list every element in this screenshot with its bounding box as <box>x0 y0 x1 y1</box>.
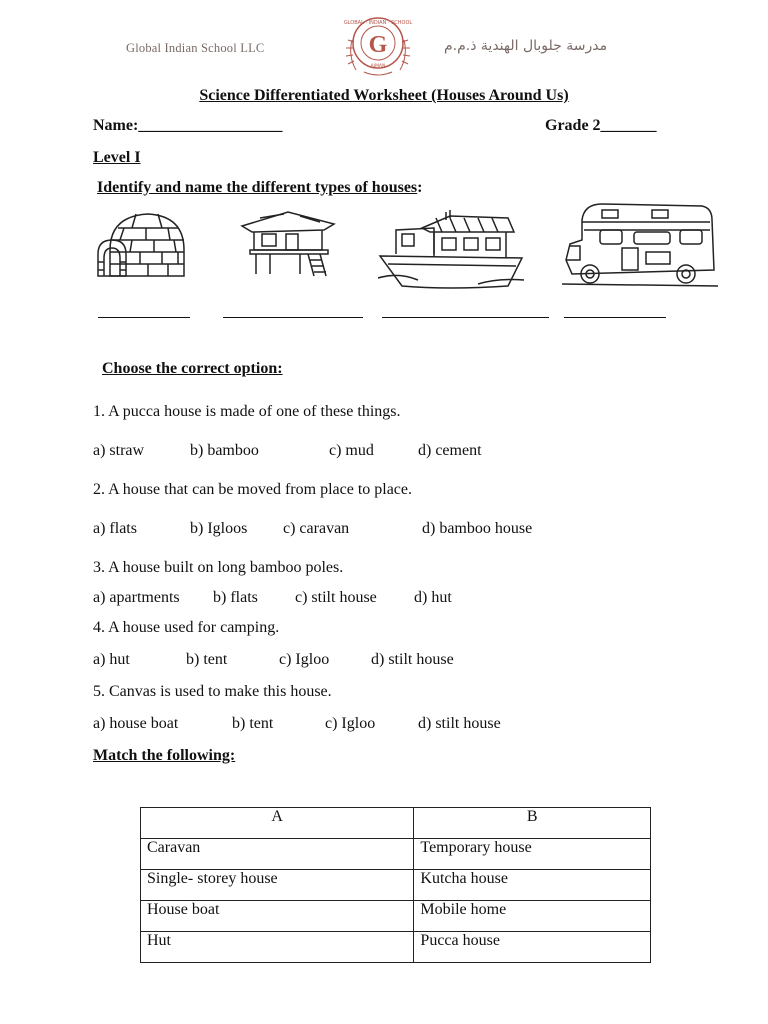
q3-option-c[interactable]: c) stilt house <box>295 589 377 606</box>
column-a-header: A <box>141 808 414 839</box>
column-b-cell: Mobile home <box>414 901 651 932</box>
q4-option-a[interactable]: a) hut <box>93 651 130 668</box>
level-heading: Level I <box>93 149 141 166</box>
q2-option-c[interactable]: c) caravan <box>283 520 350 537</box>
q3-option-d[interactable]: d) hut <box>414 589 452 606</box>
q2-option-d[interactable]: d) bamboo house <box>422 520 533 537</box>
question-2: 2. A house that can be moved from place to place. <box>93 481 413 498</box>
question-5: 5. Canvas is used to make this house. <box>93 683 332 700</box>
q5-option-b[interactable]: b) tent <box>232 715 274 732</box>
q1-option-c[interactable]: c) mud <box>329 442 374 459</box>
column-b-cell: Kutcha house <box>414 870 651 901</box>
match-heading: Match the following: <box>93 747 236 764</box>
answer-line-1[interactable] <box>98 317 190 318</box>
school-name-arabic: مدرسة جلوبال الهندية ذ.م.م <box>444 38 608 54</box>
q1-option-d[interactable]: d) cement <box>418 442 482 459</box>
column-a-cell: Hut <box>141 932 414 963</box>
name-label: Name: <box>93 117 139 134</box>
igloo-icon <box>96 210 188 278</box>
q3-option-a[interactable]: a) apartments <box>93 589 180 606</box>
q4-option-b[interactable]: b) tent <box>186 651 228 668</box>
caravan-icon <box>562 200 718 288</box>
answer-line-3[interactable] <box>382 317 549 318</box>
choose-heading: Choose the correct option: <box>102 360 283 377</box>
worksheet-title: Science Differentiated Worksheet (Houses Around Us) <box>199 87 569 104</box>
grade-label: Grade 2 <box>545 117 601 134</box>
identify-colon: : <box>417 179 423 196</box>
grade-blank: _______ <box>600 117 657 134</box>
question-4: 4. A house used for camping. <box>93 619 280 636</box>
grade-field <box>545 117 657 135</box>
table-row <box>141 932 651 963</box>
table-header-row <box>141 808 651 839</box>
table-row <box>141 870 651 901</box>
column-a-cell: Caravan <box>141 839 414 870</box>
q4-option-d[interactable]: d) stilt house <box>371 651 454 668</box>
logo-ring-top: GLOBAL · INDIAN · SCHOOL <box>343 20 413 26</box>
q5-option-d[interactable]: d) stilt house <box>418 715 501 732</box>
answer-line-4[interactable] <box>564 317 666 318</box>
q1-option-a[interactable]: a) straw <box>93 442 145 459</box>
column-b-header: B <box>414 808 651 839</box>
logo-ring-bottom: AJMAN <box>370 64 386 69</box>
answer-line-2[interactable] <box>223 317 363 318</box>
identify-heading-text: Identify and name the different types of houses <box>97 179 418 196</box>
name-blank: __________________ <box>138 117 283 134</box>
match-table <box>140 807 651 963</box>
stilt-house-icon <box>240 210 336 278</box>
column-a-cell: House boat <box>141 901 414 932</box>
q5-option-a[interactable]: a) house boat <box>93 715 179 732</box>
table-row <box>141 901 651 932</box>
logo-letter: G <box>368 32 388 58</box>
q5-option-c[interactable]: c) Igloo <box>325 715 376 732</box>
q2-option-a[interactable]: a) flats <box>93 520 137 537</box>
column-a-cell: Single- storey house <box>141 870 414 901</box>
identify-heading <box>93 179 422 197</box>
school-name-english: Global Indian School LLC <box>126 41 265 55</box>
question-3: 3. A house built on long bamboo poles. <box>93 559 344 576</box>
q1-option-b[interactable]: b) bamboo <box>190 442 259 459</box>
question-1: 1. A pucca house is made of one of these things. <box>93 403 401 420</box>
table-row <box>141 839 651 870</box>
name-field <box>93 117 282 135</box>
column-b-cell: Temporary house <box>414 839 651 870</box>
q2-option-b[interactable]: b) Igloos <box>190 520 248 537</box>
school-logo-icon <box>326 12 430 78</box>
q4-option-c[interactable]: c) Igloo <box>279 651 330 668</box>
column-b-cell: Pucca house <box>414 932 651 963</box>
house-boat-icon <box>378 208 524 290</box>
q3-option-b[interactable]: b) flats <box>213 589 258 606</box>
